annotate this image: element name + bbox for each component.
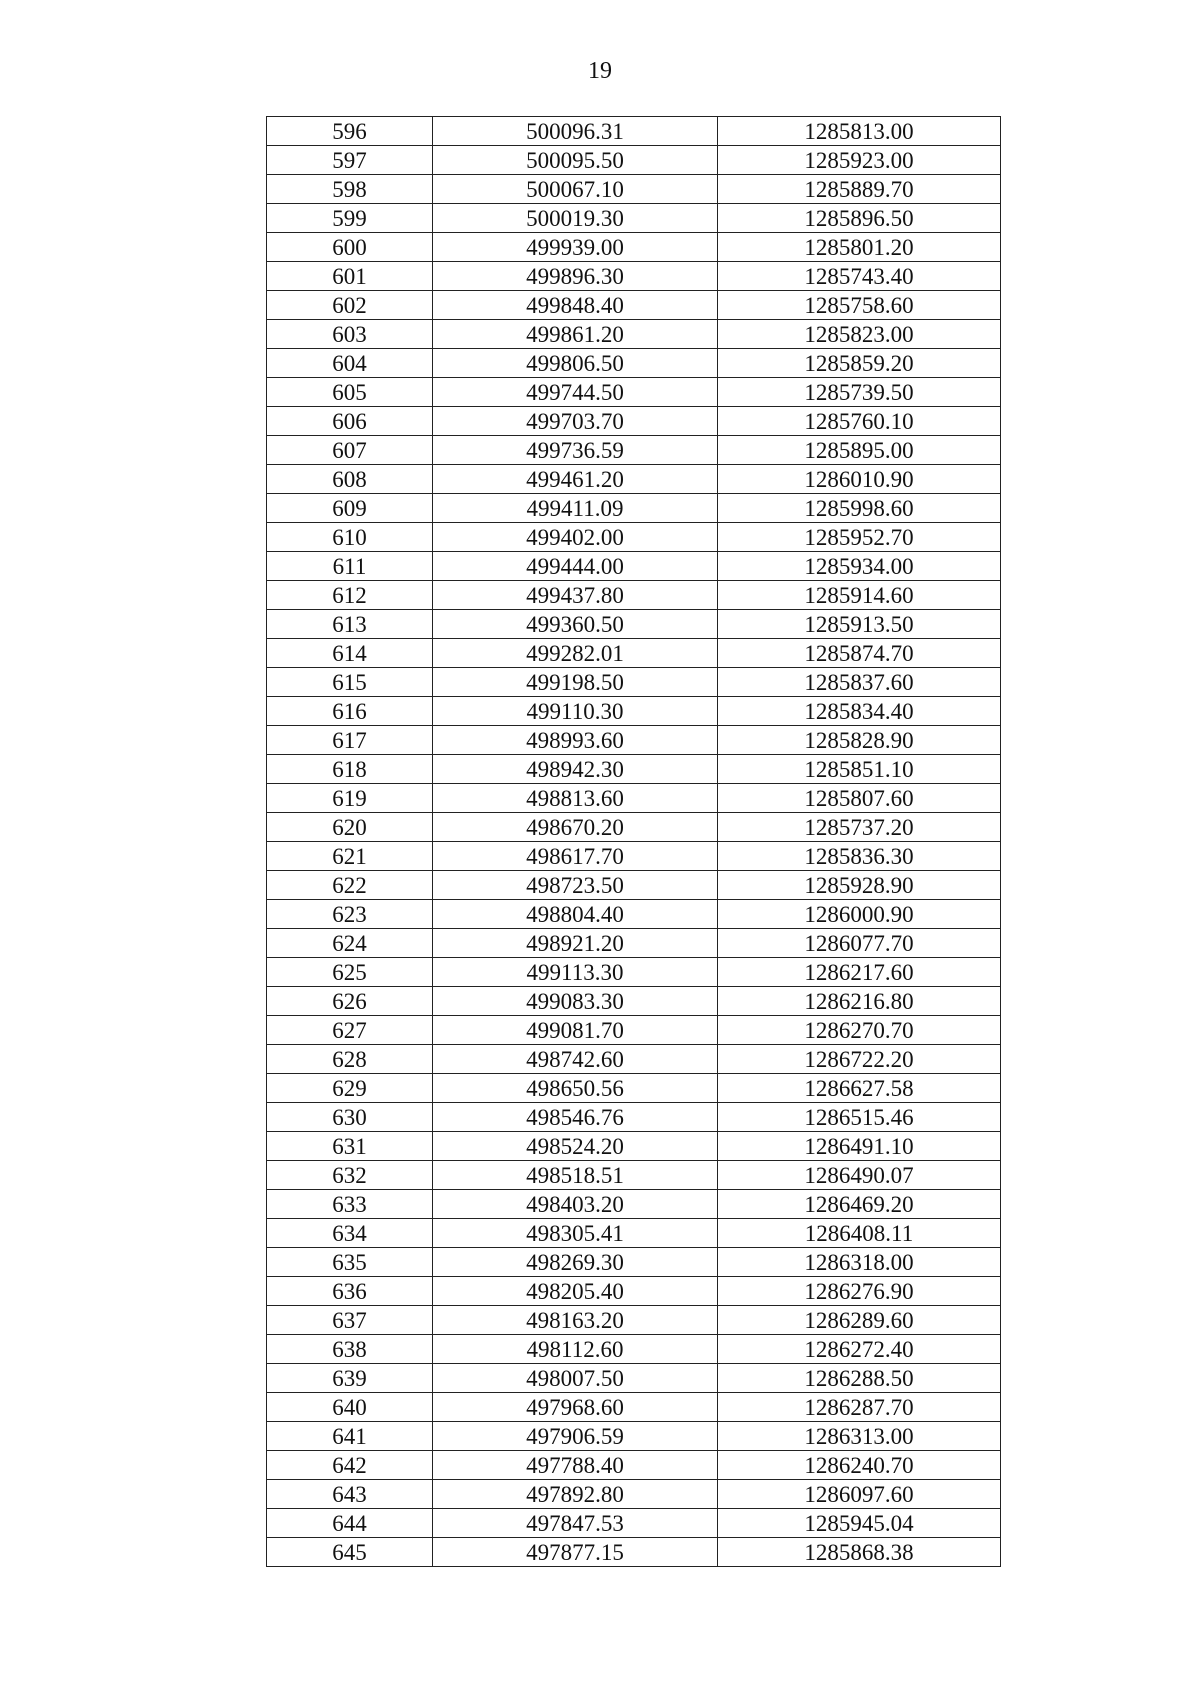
point-number-cell: 634 — [267, 1219, 433, 1248]
x-coordinate-cell: 499939.00 — [433, 233, 718, 262]
y-coordinate-cell: 1285834.40 — [718, 697, 1001, 726]
x-coordinate-cell: 500095.50 — [433, 146, 718, 175]
y-coordinate-cell: 1285952.70 — [718, 523, 1001, 552]
x-coordinate-cell: 499198.50 — [433, 668, 718, 697]
y-coordinate-cell: 1285923.00 — [718, 146, 1001, 175]
y-coordinate-cell: 1286216.80 — [718, 987, 1001, 1016]
point-number-cell: 613 — [267, 610, 433, 639]
table-row — [267, 523, 1001, 552]
table-row — [267, 320, 1001, 349]
x-coordinate-cell: 499736.59 — [433, 436, 718, 465]
point-number-cell: 617 — [267, 726, 433, 755]
y-coordinate-cell: 1286491.10 — [718, 1132, 1001, 1161]
point-number-cell: 643 — [267, 1480, 433, 1509]
table-row — [267, 1161, 1001, 1190]
x-coordinate-cell: 498993.60 — [433, 726, 718, 755]
point-number-cell: 599 — [267, 204, 433, 233]
table-row — [267, 378, 1001, 407]
table-row — [267, 784, 1001, 813]
table-row — [267, 871, 1001, 900]
point-number-cell: 621 — [267, 842, 433, 871]
x-coordinate-cell: 498305.41 — [433, 1219, 718, 1248]
point-number-cell: 602 — [267, 291, 433, 320]
y-coordinate-cell: 1286000.90 — [718, 900, 1001, 929]
y-coordinate-cell: 1285868.38 — [718, 1538, 1001, 1567]
table-row — [267, 668, 1001, 697]
y-coordinate-cell: 1285737.20 — [718, 813, 1001, 842]
y-coordinate-cell: 1286276.90 — [718, 1277, 1001, 1306]
table-row — [267, 697, 1001, 726]
table-row — [267, 1074, 1001, 1103]
table-row — [267, 987, 1001, 1016]
table-row — [267, 581, 1001, 610]
point-number-cell: 637 — [267, 1306, 433, 1335]
x-coordinate-cell: 498617.70 — [433, 842, 718, 871]
point-number-cell: 611 — [267, 552, 433, 581]
x-coordinate-cell: 499848.40 — [433, 291, 718, 320]
table-row — [267, 842, 1001, 871]
point-number-cell: 620 — [267, 813, 433, 842]
y-coordinate-cell: 1286490.07 — [718, 1161, 1001, 1190]
point-number-cell: 630 — [267, 1103, 433, 1132]
table-row — [267, 929, 1001, 958]
x-coordinate-cell: 498007.50 — [433, 1364, 718, 1393]
coordinates-table — [266, 116, 1001, 1567]
x-coordinate-cell: 499703.70 — [433, 407, 718, 436]
y-coordinate-cell: 1286408.11 — [718, 1219, 1001, 1248]
y-coordinate-cell: 1286289.60 — [718, 1306, 1001, 1335]
point-number-cell: 638 — [267, 1335, 433, 1364]
y-coordinate-cell: 1285889.70 — [718, 175, 1001, 204]
y-coordinate-cell: 1285813.00 — [718, 117, 1001, 146]
x-coordinate-cell: 500019.30 — [433, 204, 718, 233]
y-coordinate-cell: 1286515.46 — [718, 1103, 1001, 1132]
y-coordinate-cell: 1285914.60 — [718, 581, 1001, 610]
point-number-cell: 619 — [267, 784, 433, 813]
point-number-cell: 612 — [267, 581, 433, 610]
point-number-cell: 629 — [267, 1074, 433, 1103]
point-number-cell: 604 — [267, 349, 433, 378]
table-row — [267, 1045, 1001, 1074]
y-coordinate-cell: 1286627.58 — [718, 1074, 1001, 1103]
point-number-cell: 626 — [267, 987, 433, 1016]
x-coordinate-cell: 499444.00 — [433, 552, 718, 581]
table-row — [267, 1277, 1001, 1306]
page-number: 19 — [588, 58, 612, 84]
point-number-cell: 628 — [267, 1045, 433, 1074]
y-coordinate-cell: 1286287.70 — [718, 1393, 1001, 1422]
y-coordinate-cell: 1285851.10 — [718, 755, 1001, 784]
table-row — [267, 1219, 1001, 1248]
point-number-cell: 608 — [267, 465, 433, 494]
table-row — [267, 1364, 1001, 1393]
table-row — [267, 900, 1001, 929]
point-number-cell: 640 — [267, 1393, 433, 1422]
y-coordinate-cell: 1285895.00 — [718, 436, 1001, 465]
y-coordinate-cell: 1286270.70 — [718, 1016, 1001, 1045]
table-row — [267, 436, 1001, 465]
table-row — [267, 291, 1001, 320]
point-number-cell: 644 — [267, 1509, 433, 1538]
x-coordinate-cell: 500067.10 — [433, 175, 718, 204]
x-coordinate-cell: 499411.09 — [433, 494, 718, 523]
point-number-cell: 632 — [267, 1161, 433, 1190]
table-row — [267, 262, 1001, 291]
y-coordinate-cell: 1285801.20 — [718, 233, 1001, 262]
y-coordinate-cell: 1285837.60 — [718, 668, 1001, 697]
point-number-cell: 610 — [267, 523, 433, 552]
y-coordinate-cell: 1285823.00 — [718, 320, 1001, 349]
point-number-cell: 642 — [267, 1451, 433, 1480]
x-coordinate-cell: 498813.60 — [433, 784, 718, 813]
point-number-cell: 622 — [267, 871, 433, 900]
y-coordinate-cell: 1286077.70 — [718, 929, 1001, 958]
point-number-cell: 616 — [267, 697, 433, 726]
point-number-cell: 607 — [267, 436, 433, 465]
point-number-cell: 623 — [267, 900, 433, 929]
coordinates-table-body — [267, 117, 1001, 1567]
y-coordinate-cell: 1285836.30 — [718, 842, 1001, 871]
point-number-cell: 633 — [267, 1190, 433, 1219]
x-coordinate-cell: 499113.30 — [433, 958, 718, 987]
x-coordinate-cell: 499461.20 — [433, 465, 718, 494]
x-coordinate-cell: 498403.20 — [433, 1190, 718, 1219]
table-row — [267, 494, 1001, 523]
y-coordinate-cell: 1285807.60 — [718, 784, 1001, 813]
x-coordinate-cell: 500096.31 — [433, 117, 718, 146]
table-row — [267, 1335, 1001, 1364]
x-coordinate-cell: 497877.15 — [433, 1538, 718, 1567]
x-coordinate-cell: 498921.20 — [433, 929, 718, 958]
point-number-cell: 603 — [267, 320, 433, 349]
point-number-cell: 614 — [267, 639, 433, 668]
y-coordinate-cell: 1285739.50 — [718, 378, 1001, 407]
y-coordinate-cell: 1285913.50 — [718, 610, 1001, 639]
x-coordinate-cell: 498670.20 — [433, 813, 718, 842]
x-coordinate-cell: 498269.30 — [433, 1248, 718, 1277]
point-number-cell: 598 — [267, 175, 433, 204]
table-row — [267, 1248, 1001, 1277]
point-number-cell: 605 — [267, 378, 433, 407]
table-row — [267, 726, 1001, 755]
table-row — [267, 1103, 1001, 1132]
point-number-cell: 601 — [267, 262, 433, 291]
y-coordinate-cell: 1285743.40 — [718, 262, 1001, 291]
point-number-cell: 639 — [267, 1364, 433, 1393]
y-coordinate-cell: 1285896.50 — [718, 204, 1001, 233]
point-number-cell: 631 — [267, 1132, 433, 1161]
x-coordinate-cell: 498804.40 — [433, 900, 718, 929]
y-coordinate-cell: 1286240.70 — [718, 1451, 1001, 1480]
x-coordinate-cell: 498518.51 — [433, 1161, 718, 1190]
y-coordinate-cell: 1286272.40 — [718, 1335, 1001, 1364]
table-row — [267, 610, 1001, 639]
x-coordinate-cell: 499744.50 — [433, 378, 718, 407]
table-row — [267, 1016, 1001, 1045]
point-number-cell: 636 — [267, 1277, 433, 1306]
y-coordinate-cell: 1285760.10 — [718, 407, 1001, 436]
x-coordinate-cell: 498205.40 — [433, 1277, 718, 1306]
x-coordinate-cell: 498942.30 — [433, 755, 718, 784]
x-coordinate-cell: 497847.53 — [433, 1509, 718, 1538]
table-row — [267, 233, 1001, 262]
table-row — [267, 755, 1001, 784]
y-coordinate-cell: 1285758.60 — [718, 291, 1001, 320]
point-number-cell: 618 — [267, 755, 433, 784]
y-coordinate-cell: 1286288.50 — [718, 1364, 1001, 1393]
y-coordinate-cell: 1285859.20 — [718, 349, 1001, 378]
x-coordinate-cell: 499402.00 — [433, 523, 718, 552]
y-coordinate-cell: 1285934.00 — [718, 552, 1001, 581]
x-coordinate-cell: 498163.20 — [433, 1306, 718, 1335]
table-row — [267, 407, 1001, 436]
table-row — [267, 1306, 1001, 1335]
x-coordinate-cell: 498742.60 — [433, 1045, 718, 1074]
table-row — [267, 117, 1001, 146]
point-number-cell: 609 — [267, 494, 433, 523]
table-row — [267, 1132, 1001, 1161]
x-coordinate-cell: 497788.40 — [433, 1451, 718, 1480]
table-row — [267, 204, 1001, 233]
y-coordinate-cell: 1285998.60 — [718, 494, 1001, 523]
table-row — [267, 1480, 1001, 1509]
point-number-cell: 596 — [267, 117, 433, 146]
x-coordinate-cell: 499896.30 — [433, 262, 718, 291]
x-coordinate-cell: 499083.30 — [433, 987, 718, 1016]
table-row — [267, 813, 1001, 842]
x-coordinate-cell: 498546.76 — [433, 1103, 718, 1132]
y-coordinate-cell: 1285828.90 — [718, 726, 1001, 755]
x-coordinate-cell: 499282.01 — [433, 639, 718, 668]
x-coordinate-cell: 499806.50 — [433, 349, 718, 378]
y-coordinate-cell: 1285928.90 — [718, 871, 1001, 900]
x-coordinate-cell: 497906.59 — [433, 1422, 718, 1451]
x-coordinate-cell: 499861.20 — [433, 320, 718, 349]
table-row — [267, 465, 1001, 494]
point-number-cell: 635 — [267, 1248, 433, 1277]
table-row — [267, 1538, 1001, 1567]
x-coordinate-cell: 499437.80 — [433, 581, 718, 610]
x-coordinate-cell: 499360.50 — [433, 610, 718, 639]
point-number-cell: 627 — [267, 1016, 433, 1045]
x-coordinate-cell: 499110.30 — [433, 697, 718, 726]
y-coordinate-cell: 1285945.04 — [718, 1509, 1001, 1538]
x-coordinate-cell: 497968.60 — [433, 1393, 718, 1422]
point-number-cell: 641 — [267, 1422, 433, 1451]
table-row — [267, 349, 1001, 378]
y-coordinate-cell: 1286313.00 — [718, 1422, 1001, 1451]
table-row — [267, 175, 1001, 204]
point-number-cell: 645 — [267, 1538, 433, 1567]
y-coordinate-cell: 1286722.20 — [718, 1045, 1001, 1074]
y-coordinate-cell: 1285874.70 — [718, 639, 1001, 668]
y-coordinate-cell: 1286469.20 — [718, 1190, 1001, 1219]
x-coordinate-cell: 497892.80 — [433, 1480, 718, 1509]
x-coordinate-cell: 498723.50 — [433, 871, 718, 900]
point-number-cell: 600 — [267, 233, 433, 262]
point-number-cell: 625 — [267, 958, 433, 987]
point-number-cell: 624 — [267, 929, 433, 958]
table-row — [267, 1190, 1001, 1219]
table-row — [267, 639, 1001, 668]
y-coordinate-cell: 1286318.00 — [718, 1248, 1001, 1277]
table-row — [267, 552, 1001, 581]
point-number-cell: 597 — [267, 146, 433, 175]
table-row — [267, 1422, 1001, 1451]
point-number-cell: 606 — [267, 407, 433, 436]
table-row — [267, 958, 1001, 987]
x-coordinate-cell: 498112.60 — [433, 1335, 718, 1364]
y-coordinate-cell: 1286217.60 — [718, 958, 1001, 987]
table-row — [267, 1451, 1001, 1480]
y-coordinate-cell: 1286010.90 — [718, 465, 1001, 494]
x-coordinate-cell: 499081.70 — [433, 1016, 718, 1045]
table-row — [267, 1393, 1001, 1422]
table-row — [267, 1509, 1001, 1538]
table-row — [267, 146, 1001, 175]
point-number-cell: 615 — [267, 668, 433, 697]
x-coordinate-cell: 498524.20 — [433, 1132, 718, 1161]
y-coordinate-cell: 1286097.60 — [718, 1480, 1001, 1509]
x-coordinate-cell: 498650.56 — [433, 1074, 718, 1103]
